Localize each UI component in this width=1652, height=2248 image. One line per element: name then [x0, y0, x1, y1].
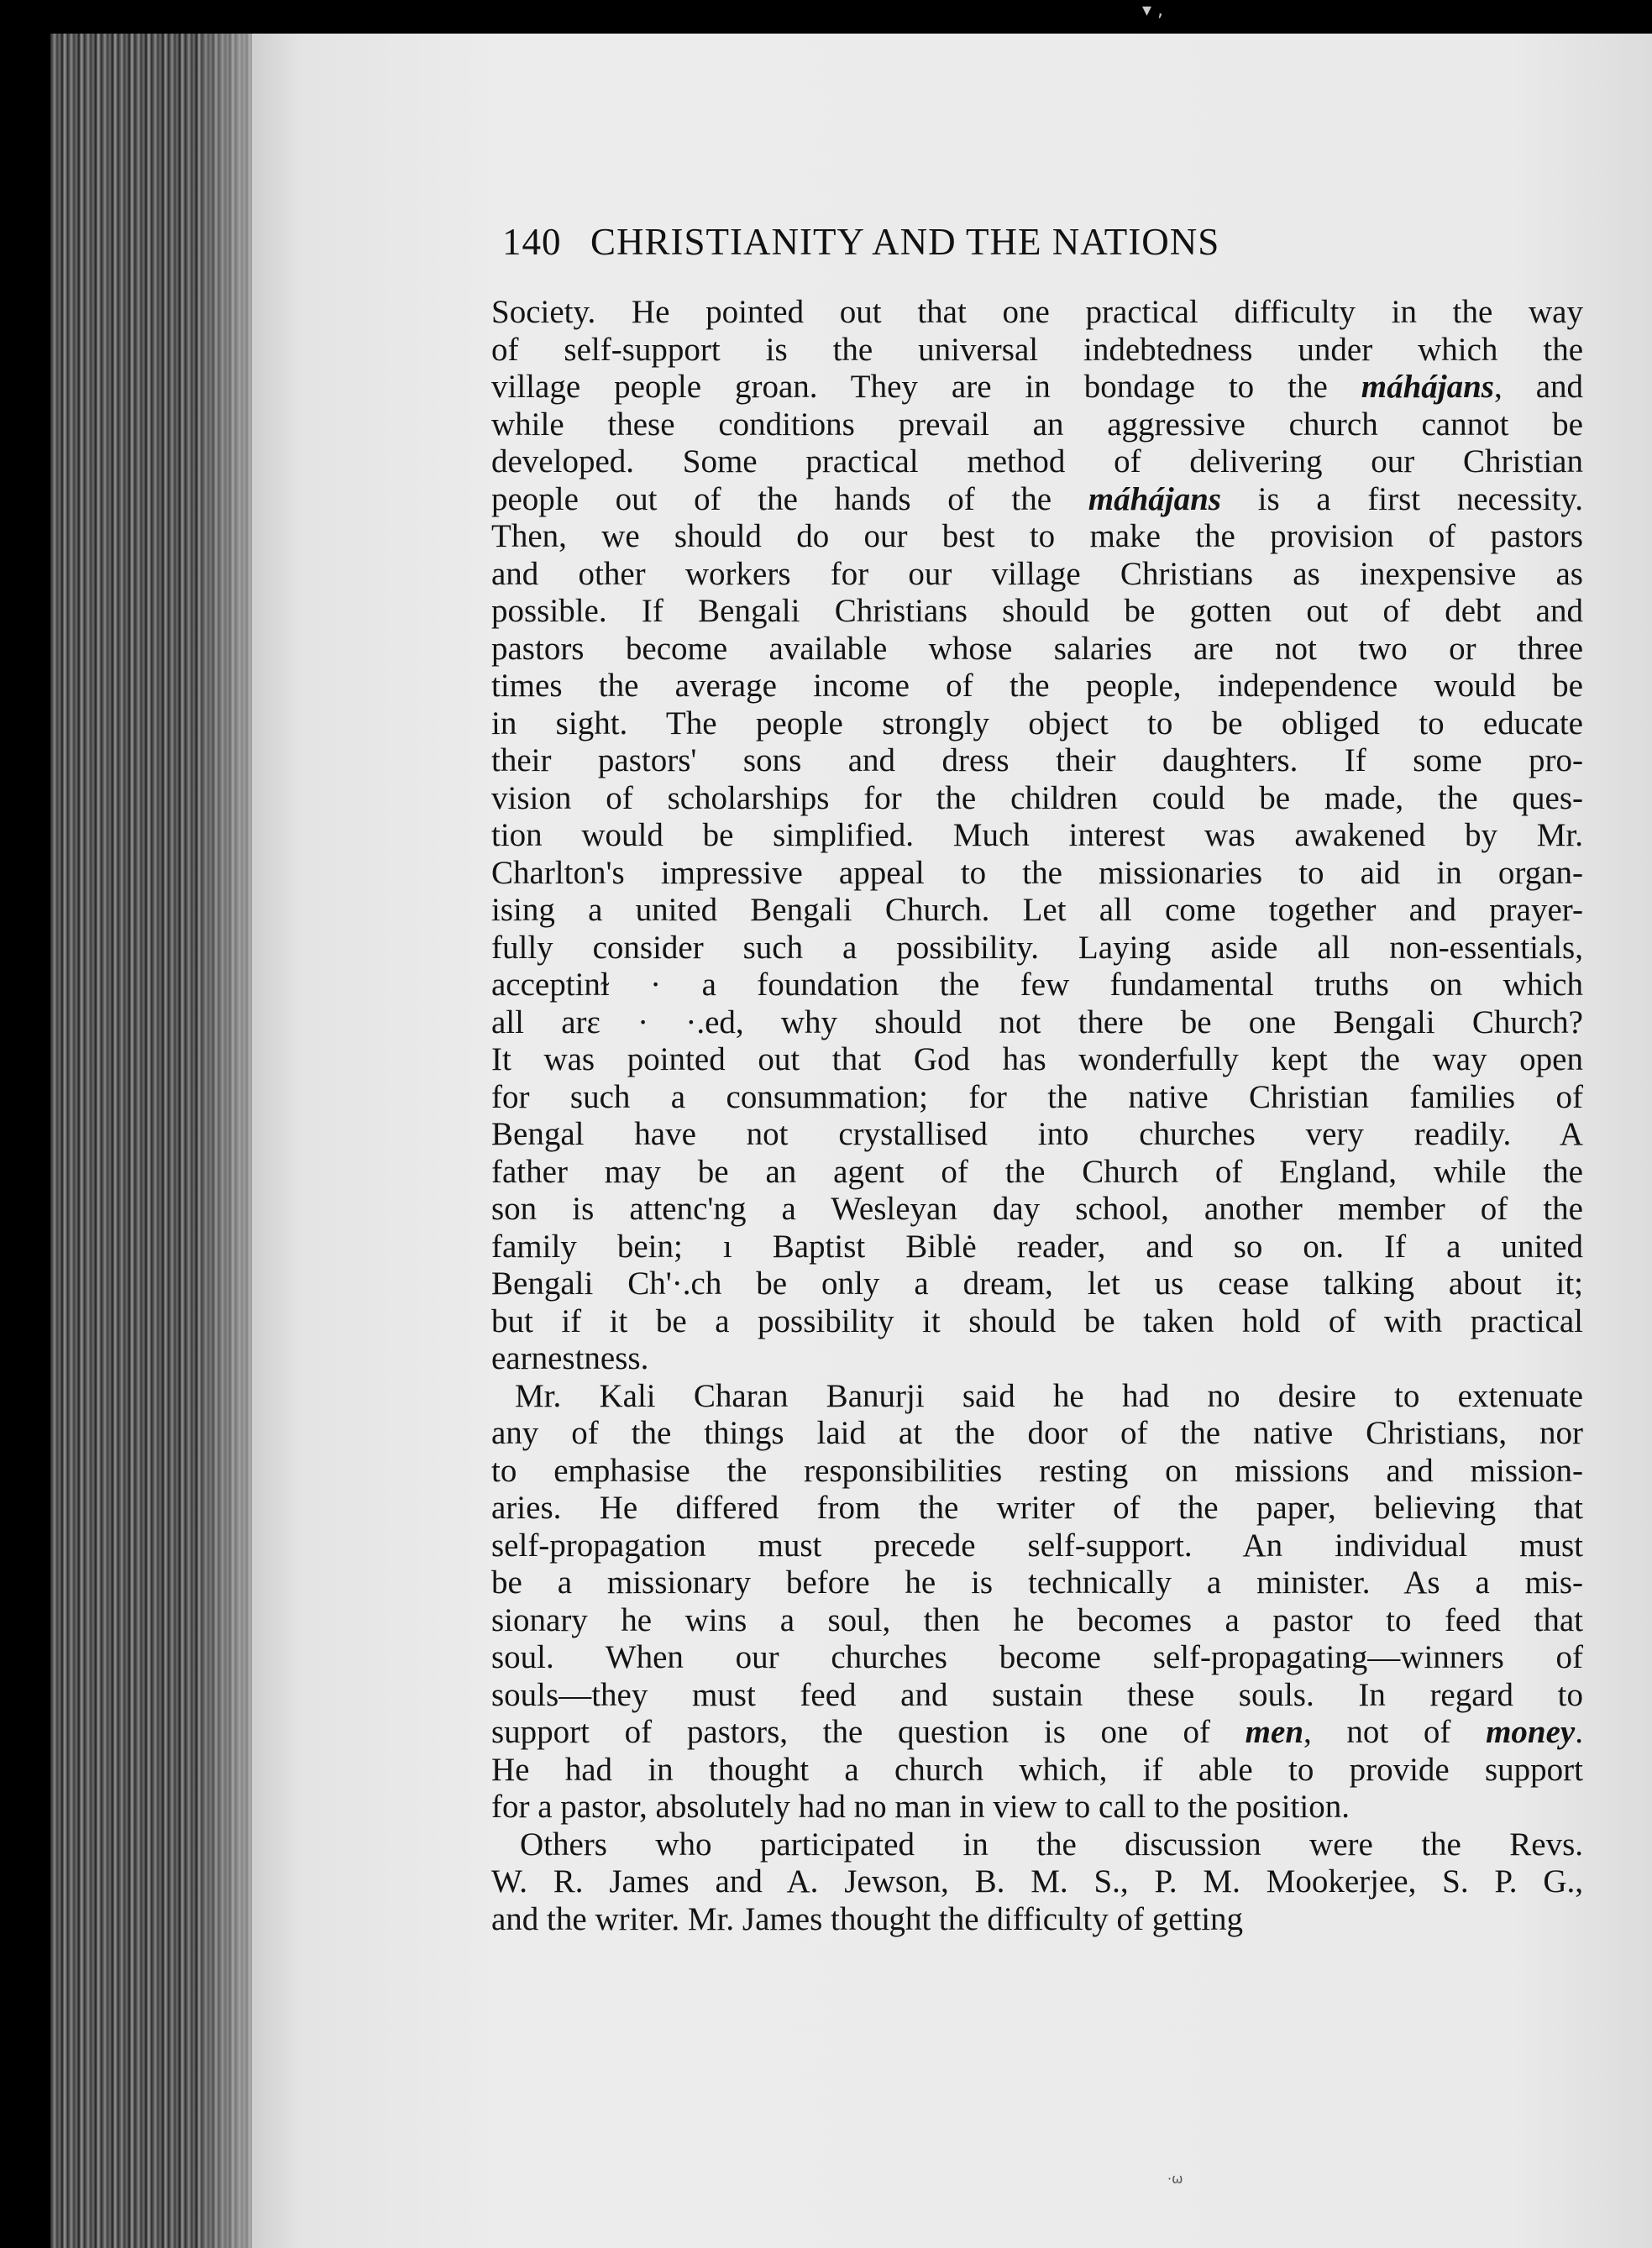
- paragraph: [491, 1826, 1583, 1939]
- text-line: while these conditions prevail an aggressive church cannot be: [491, 406, 1583, 443]
- text-line: fully consider such a possibility. Laying aside all non-essentials,: [491, 929, 1583, 966]
- text-line: It was pointed out that God has wonderfully kept the way open: [491, 1041, 1583, 1077]
- running-title: CHRISTIANITY AND THE NATIONS: [590, 221, 1220, 263]
- text-line: people out of the hands of the máhájans is a first necessity.: [491, 480, 1583, 517]
- text-line: of self-support is the universal indebtedness under which the: [491, 331, 1583, 368]
- text-line: W. R. James and A. Jewson, B. M. S., P. M. Mookerjee, S. P. G.,: [491, 1863, 1583, 1900]
- text-line: sionary he wins a soul, then he becomes a pastor to feed that: [491, 1601, 1583, 1638]
- text-line: self-propagation must precede self-support. An individual must: [491, 1527, 1583, 1564]
- page-number: 140: [502, 221, 562, 263]
- text-line: Charlton's impressive appeal to the missionaries to aid in organ-: [491, 854, 1583, 891]
- text-line: ising a united Bengali Church. Let all come together and prayer-: [491, 892, 1583, 928]
- text-line: son is attenc'ng a Wesleyan day school, another member of the: [491, 1191, 1583, 1227]
- paragraph: [491, 1378, 1583, 1826]
- paragraph: [491, 294, 1583, 1378]
- text-line: earnestness.: [491, 1340, 649, 1376]
- text-line: Bengal have not crystallised into churches very readily. A: [491, 1116, 1583, 1152]
- body-text: [491, 294, 1583, 2242]
- scan-artifact-top: ▾ ,: [1142, 0, 1164, 21]
- book-page-edges: [50, 34, 286, 2248]
- text-line: any of the things laid at the door of the native Christians, nor: [491, 1415, 1583, 1451]
- text-line: and other workers for our village Christians as inexpensive as: [491, 555, 1583, 592]
- text-line: pastors become available whose salaries are not two or three: [491, 630, 1583, 667]
- scan-artifact-bottom: ·ω: [1167, 2171, 1183, 2187]
- text-line: times the average income of the people, independence would be: [491, 668, 1583, 704]
- text-line: for a pastor, absolutely had no man in view to call to the position.: [491, 1789, 1350, 1825]
- text-line: support of pastors, the question is one of men, not of money.: [491, 1714, 1583, 1750]
- text-line: soul. When our churches become self-propagating—winners of: [491, 1639, 1583, 1675]
- text-line: aries. He differed from the writer of the paper, believing that: [491, 1490, 1583, 1526]
- text-line: Mr. Kali Charan Banurji said he had no desire to extenuate: [515, 1377, 1583, 1414]
- text-line: for such a consummation; for the native Christian families of: [491, 1078, 1583, 1115]
- text-line: developed. Some practical method of delivering our Christian: [491, 443, 1583, 479]
- text-line: and the writer. Mr. James thought the difficulty of getting: [491, 1900, 1244, 1937]
- text-line: Then, we should do our best to make the provision of pastors: [491, 518, 1583, 554]
- text-line: family bein; ı Baptist Biblė reader, and so on. If a united: [491, 1228, 1583, 1265]
- text-line: Others who participated in the discussion were the Revs.: [520, 1826, 1583, 1863]
- running-head: [502, 220, 1426, 274]
- text-line: Society. He pointed out that one practical difficulty in the way: [491, 294, 1583, 330]
- text-line: in sight. The people strongly object to be obliged to educate: [491, 705, 1583, 741]
- text-line: their pastors' sons and dress their daughters. If some pro-: [491, 742, 1583, 778]
- text-line: but if it be a possibility it should be taken hold of with practical: [491, 1302, 1583, 1339]
- text-line: tion would be simplified. Much interest was awakened by Mr.: [491, 817, 1583, 853]
- text-line: souls—they must feed and sustain these souls. In regard to: [491, 1676, 1583, 1713]
- text-line: Bengali Ch'·.ch be only a dream, let us cease talking about it;: [491, 1265, 1583, 1302]
- text-line: all arɛ · ·.ed, why should not there be one Bengali Church?: [491, 1003, 1583, 1040]
- text-line: father may be an agent of the Church of England, while the: [491, 1153, 1583, 1190]
- text-line: be a missionary before he is technically a minister. As a mis-: [491, 1564, 1583, 1601]
- text-line: to emphasise the responsibilities resting on missions and mission-: [491, 1452, 1583, 1489]
- text-line: acceptinɫ · a foundation the few fundamental truths on which: [491, 967, 1583, 1003]
- text-line: He had in thought a church which, if able to provide support: [491, 1751, 1583, 1788]
- text-line: village people groan. They are in bondage to the máhájans, and: [491, 369, 1584, 405]
- text-line: possible. If Bengali Christians should be gotten out of debt and: [491, 593, 1583, 629]
- text-line: vision of scholarships for the children could be made, the ques-: [491, 779, 1583, 816]
